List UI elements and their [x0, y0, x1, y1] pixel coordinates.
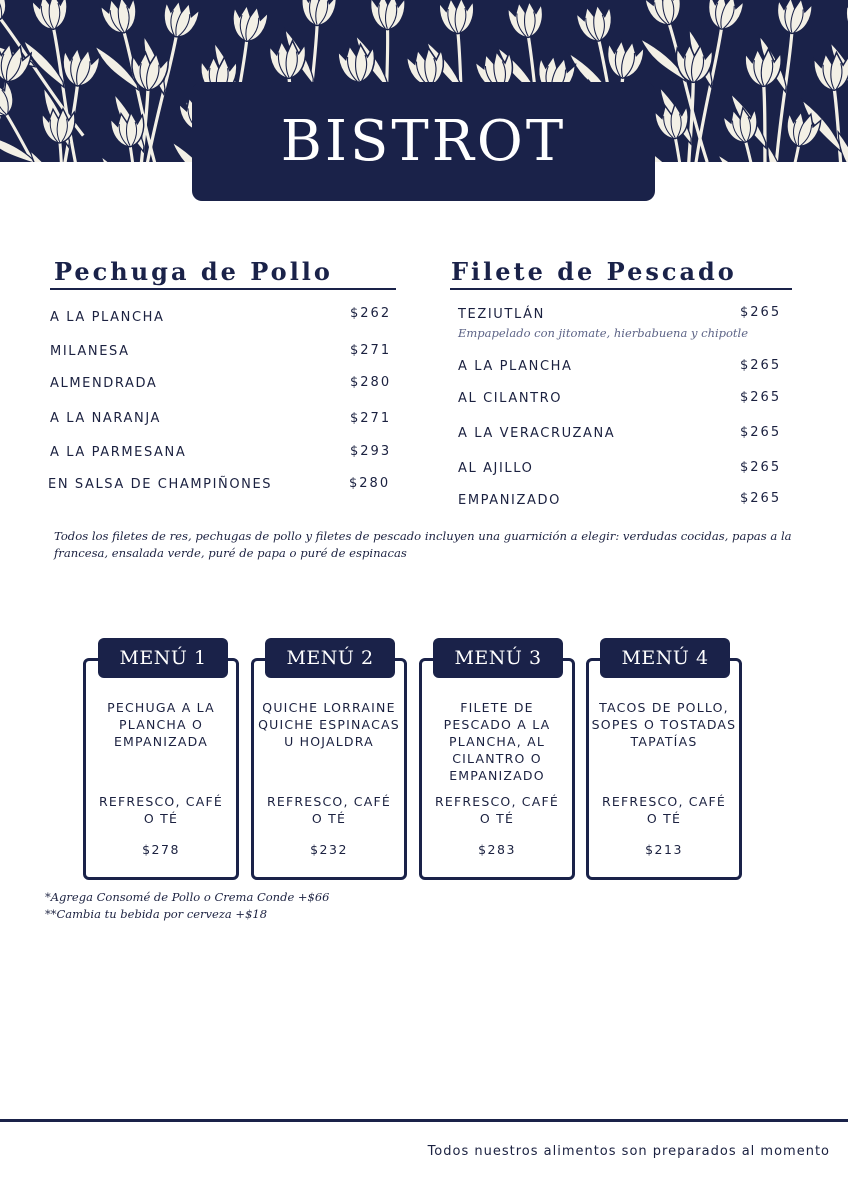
- menu-card-label: MENÚ 4: [621, 647, 709, 669]
- footer-text: Todos nuestros alimentos son preparados al momento: [427, 1144, 830, 1159]
- footnote-cerveza: **Cambia tu bebida por cerveza +$18: [45, 907, 268, 921]
- menu-card-tab-3: [433, 638, 563, 678]
- menu-card-description: FILETE DE PESCADO A LA PLANCHA, AL CILANTRO O EMPANIZADO: [443, 700, 551, 783]
- footer-divider: [0, 1119, 848, 1122]
- pollo-item-name: ALMENDRADA: [50, 376, 158, 391]
- menu-card-price: $232: [310, 842, 348, 857]
- pescado-item-name: AL CILANTRO: [458, 391, 563, 406]
- menu-card-3: [419, 658, 575, 880]
- menu-card-label: MENÚ 1: [119, 647, 207, 669]
- menu-card-price: $283: [478, 842, 516, 857]
- page-title: BISTROT: [280, 109, 567, 174]
- pescado-item-price: $265: [740, 491, 782, 506]
- menu-card-label: MENÚ 2: [286, 647, 374, 669]
- pollo-item-name: A LA PARMESANA: [50, 445, 187, 460]
- pollo-item-price: $262: [350, 306, 392, 321]
- menu-card-description: TACOS DE POLLO, SOPES O TOSTADAS TAPATÍAS: [591, 700, 737, 749]
- menu-card-drink: REFRESCO, CAFÉ O TÉ: [99, 794, 223, 826]
- pollo-item-name: A LA PLANCHA: [50, 310, 165, 325]
- pollo-item-price: $293: [350, 444, 392, 459]
- pescado-item-price: $265: [740, 358, 782, 373]
- pescado-heading: Filete de Pescado: [451, 257, 737, 286]
- menu-card-2: [251, 658, 407, 880]
- menu-card-label: MENÚ 3: [454, 647, 542, 669]
- pollo-item-name: MILANESA: [50, 344, 130, 359]
- pollo-item-name: A LA NARANJA: [50, 411, 162, 426]
- pollo-item-name: EN SALSA DE CHAMPIÑONES: [48, 477, 273, 492]
- pescado-item-name: EMPANIZADO: [458, 493, 561, 508]
- menu-card-drink: REFRESCO, CAFÉ O TÉ: [602, 794, 726, 826]
- menu-card-drink: REFRESCO, CAFÉ O TÉ: [267, 794, 391, 826]
- pescado-item-name: TEZIUTLÁN: [458, 307, 545, 322]
- garnish-note: Todos los filetes de res, pechugas de pollo y filetes de pescado incluyen una guarnición a elegir: verdudas cocidas, papas a la francesa, ensalada verde, puré de papa o puré de espinacas: [54, 529, 792, 560]
- menu-card-description: PECHUGA A LA PLANCHA O EMPANIZADA: [107, 700, 215, 749]
- pescado-item-description: Empapelado con jitomate, hierbabuena y chipotle: [458, 326, 749, 340]
- pescado-item-price: $265: [740, 460, 782, 475]
- pescado-item-name: A LA VERACRUZANA: [458, 426, 616, 441]
- menu-card-price: $213: [645, 842, 683, 857]
- pescado-divider: [450, 288, 792, 290]
- pescado-item-name: AL AJILLO: [458, 461, 534, 476]
- menu-card-1: [83, 658, 239, 880]
- pollo-item-price: $280: [350, 375, 392, 390]
- pescado-item-price: $265: [740, 305, 782, 320]
- menu-card-4: [586, 658, 742, 880]
- menu-card-drink: REFRESCO, CAFÉ O TÉ: [435, 794, 559, 826]
- pollo-divider: [50, 288, 396, 290]
- pescado-item-price: $265: [740, 425, 782, 440]
- pollo-heading: Pechuga de Pollo: [54, 257, 333, 286]
- pollo-item-price: $271: [350, 411, 392, 426]
- menu-card-price: $278: [142, 842, 180, 857]
- pescado-item-name: A LA PLANCHA: [458, 359, 573, 374]
- menu-card-tab-4: [600, 638, 730, 678]
- menu-card-tab-2: [265, 638, 395, 678]
- pollo-item-price: $280: [349, 476, 391, 491]
- title-box: [192, 82, 655, 201]
- pescado-item-price: $265: [740, 390, 782, 405]
- pollo-item-price: $271: [350, 343, 392, 358]
- menu-card-description: QUICHE LORRAINE QUICHE ESPINACAS U HOJALDRA: [258, 700, 400, 749]
- footnote-consome: *Agrega Consomé de Pollo o Crema Conde +$66: [45, 890, 330, 904]
- menu-card-tab-1: [98, 638, 228, 678]
